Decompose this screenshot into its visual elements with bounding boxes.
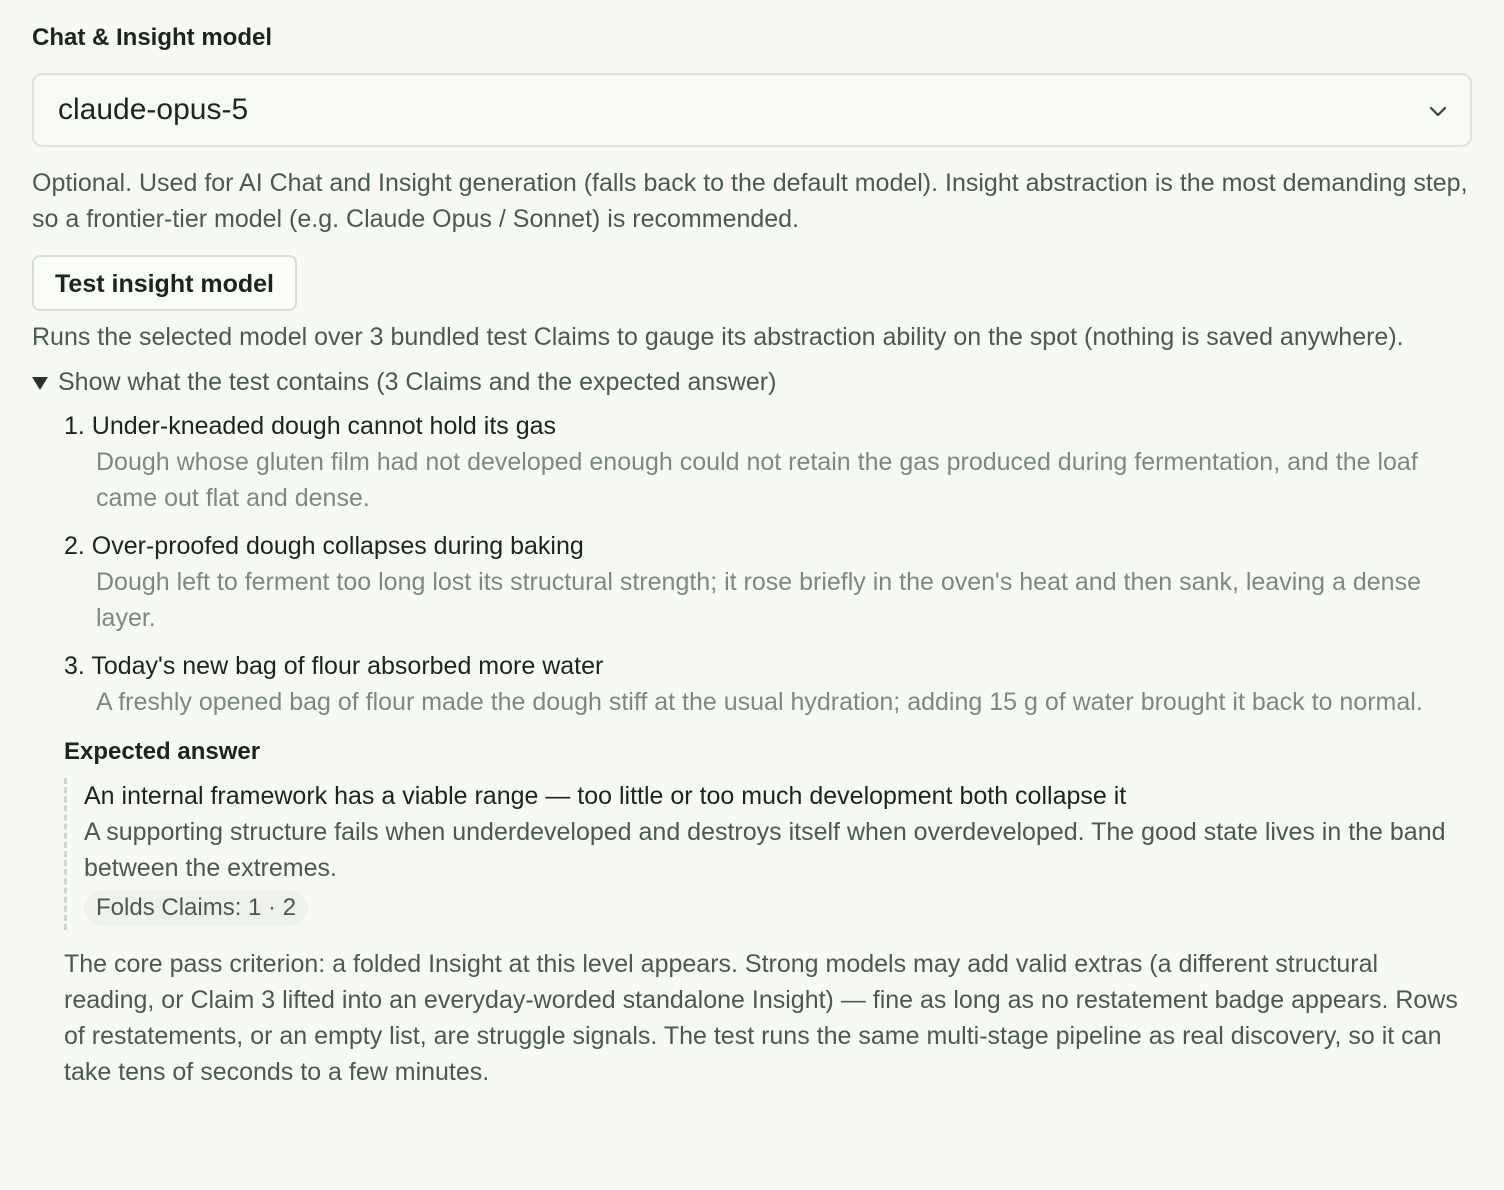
model-select-value: claude-opus-5 <box>58 93 249 126</box>
chevron-down-icon <box>1428 101 1448 121</box>
model-help-text: Optional. Used for AI Chat and Insight generation (falls back to the default model). Insight abstraction is the most demanding step, so a frontier-tier model (e.g. Claude Opus / Sonnet) is recommended. <box>32 169 1468 233</box>
expected-answer-block <box>64 778 1472 930</box>
claim-body: Dough whose gluten film had not developed enough could not retain the gas produced during fermentation, and the loaf came out flat and dense. <box>96 448 1418 512</box>
test-details-summary: Show what the test contains (3 Claims and the expected answer) <box>58 368 777 396</box>
disclosure-triangle-icon <box>32 377 48 390</box>
list-item <box>64 648 1472 720</box>
claim-title: 1. Under-kneaded dough cannot hold its gas <box>64 412 557 440</box>
test-details-toggle[interactable] <box>32 364 1472 400</box>
folds-claims-badge: Folds Claims: 1 · 2 <box>84 890 308 926</box>
claim-body: Dough left to ferment too long lost its structural strength; it rose briefly in the oven's heat and then sank, leaving a dense layer. <box>96 568 1421 632</box>
claim-title: 2. Over-proofed dough collapses during baking <box>64 532 584 560</box>
claims-list <box>64 408 1472 720</box>
list-item <box>64 528 1472 636</box>
model-select[interactable] <box>32 73 1472 147</box>
claim-title: 3. Today's new bag of flour absorbed more water <box>64 652 604 680</box>
expected-answer-body: A supporting structure fails when underdeveloped and destroys itself when overdeveloped. The good state lives in the band between the extremes. <box>84 818 1446 882</box>
claim-body: A freshly opened bag of flour made the dough stiff at the usual hydration; adding 15 g of water brought it back to normal. <box>96 688 1423 716</box>
pass-criterion-text: The core pass criterion: a folded Insight at this level appears. Strong models may add valid extras (a different structural reading, or Claim 3 lifted into an everyday-worded standalone Insight) — fine as long as no restatement badge appears. Rows of restatements, or an empty list, are struggle signals. The test runs the same multi-stage pipeline as real discovery, so it can take tens of seconds to a few minutes. <box>64 950 1458 1086</box>
expected-answer-label: Expected answer <box>64 738 261 765</box>
test-insight-model-button[interactable]: Test insight model <box>32 255 297 311</box>
test-description: Runs the selected model over 3 bundled test Claims to gauge its abstraction ability on the spot (nothing is saved anywhere). <box>32 323 1404 351</box>
model-settings-section <box>32 20 1472 1090</box>
model-field-label: Chat & Insight model <box>32 24 272 51</box>
list-item <box>64 408 1472 516</box>
expected-answer-title: An internal framework has a viable range — too little or too much development both collapse it <box>84 782 1127 810</box>
